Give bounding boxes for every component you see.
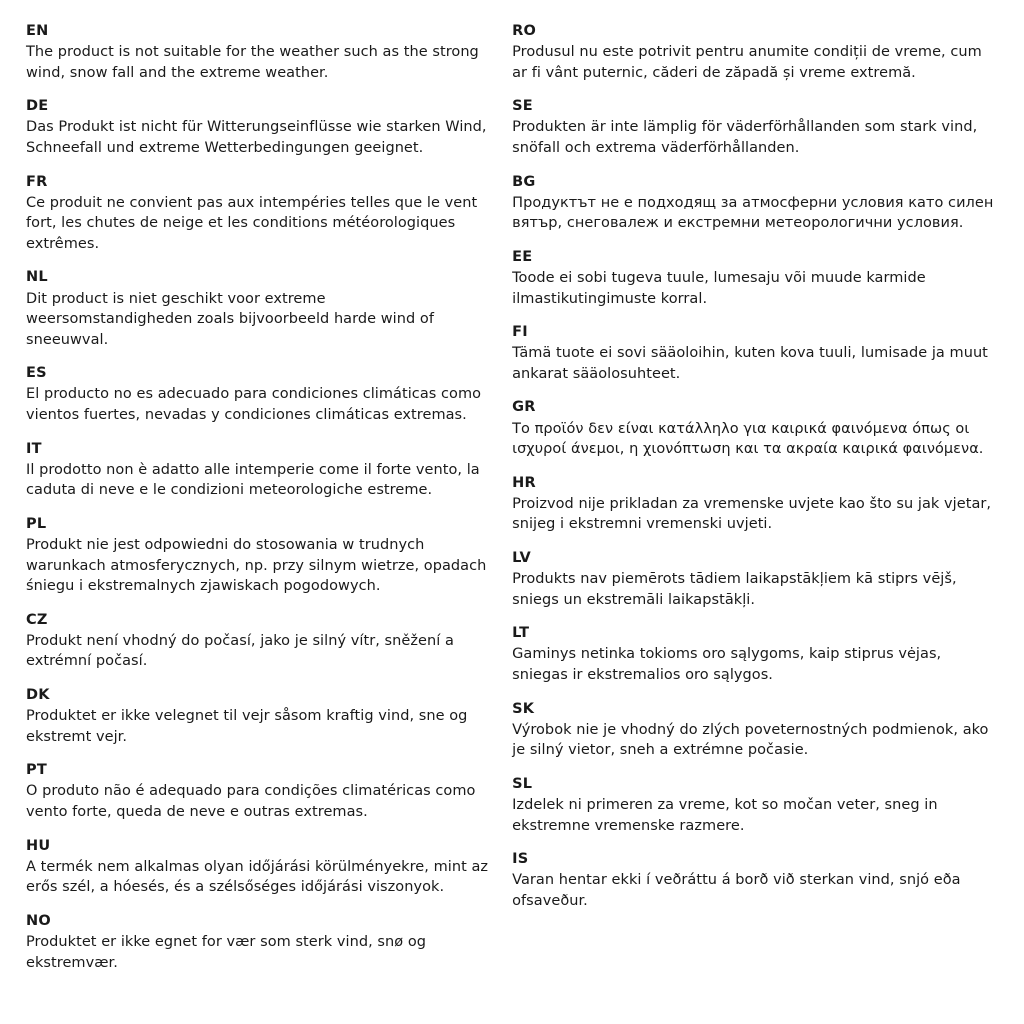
language-entry — [26, 364, 494, 425]
language-text: Gaminys netinka tokioms oro sąlygoms, kaip stiprus vėjas, sniegas ir ekstremalios oro sąlygos. — [512, 646, 942, 683]
language-text: Produkts nav piemērots tādiem laikapstākļiem kā stiprs vējš, sniegs un ekstremāli laikapstākļi. — [512, 571, 957, 608]
left-language-column — [26, 22, 512, 973]
language-text: O produto não é adequado para condições climatéricas como vento forte, queda de neve e outras extremas. — [26, 783, 476, 820]
language-entry — [512, 323, 998, 384]
language-entry — [512, 22, 998, 83]
language-entry — [512, 398, 998, 459]
language-text: Ce produit ne convient pas aux intempéries telles que le vent fort, les chutes de neige et les conditions météorologiques extrêmes. — [26, 194, 478, 252]
language-entry — [512, 850, 998, 911]
language-code: PL — [26, 515, 47, 532]
language-text: Produktet er ikke egnet for vær som sterk vind, snø og ekstremvær. — [26, 933, 426, 971]
language-code: FI — [512, 324, 528, 341]
language-text: Toode ei sobi tugeva tuule, lumesaju või muude karmide ilmastikutingimuste korral. — [512, 269, 926, 307]
language-entry — [26, 912, 494, 973]
language-code: IT — [26, 440, 42, 457]
two-column-layout — [26, 22, 998, 1014]
language-entry — [26, 97, 494, 158]
language-text: Varan hentar ekki í veðráttu á borð við sterkan vind, snjó eða ofsaveður. — [512, 872, 961, 909]
language-code: SK — [512, 700, 535, 717]
language-entry — [26, 686, 494, 747]
language-code: CZ — [26, 611, 48, 628]
language-text: Продуктът не е подходящ за атмосферни условия като силен вятър, снеговалеж и екстремни метеорологични условия. — [512, 194, 994, 232]
language-code: FR — [26, 173, 48, 190]
language-text: Il prodotto non è adatto alle intemperie come il forte vento, la caduta di neve e le condizioni meteorologiche estreme. — [26, 461, 480, 499]
language-text: Das Produkt ist nicht für Witterungseinflüsse wie starken Wind, Schneefall und extreme Wetterbedingungen geeignet. — [26, 119, 487, 156]
language-code: LV — [512, 549, 531, 566]
language-entry — [512, 173, 998, 234]
language-entry — [26, 611, 494, 672]
language-entry — [26, 761, 494, 822]
language-code: DE — [26, 98, 49, 115]
language-entry — [26, 173, 494, 255]
language-code: GR — [512, 399, 536, 416]
language-code: HR — [512, 474, 536, 491]
language-entry — [512, 700, 998, 761]
language-text: El producto no es adecuado para condiciones climáticas como vientos fuertes, nevadas y condiciones climáticas extremas. — [26, 386, 482, 423]
language-entry — [512, 97, 998, 158]
language-entry — [26, 268, 494, 350]
language-entry — [512, 549, 998, 610]
language-entry — [26, 440, 494, 501]
language-code: LT — [512, 625, 530, 642]
language-text: Tämä tuote ei sovi sääoloihin, kuten kova tuuli, lumisade ja muut ankarat sääolosuhteet. — [512, 345, 988, 382]
language-entry — [512, 248, 998, 309]
language-entry — [512, 474, 998, 535]
language-code: EN — [26, 23, 49, 39]
language-text: Produkten är inte lämplig för väderförhållanden som stark vind, snöfall och extrema väderförhållanden. — [512, 119, 978, 156]
language-text: Το προϊόν δεν είναι κατάλληλο για καιρικά φαινόμενα όπως οι ισχυροί άνεμοι, η χιονόπτωση και τα ακραία καιρικά φαινόμενα. — [512, 420, 984, 458]
language-code: NL — [26, 269, 48, 286]
language-code: SE — [512, 98, 533, 115]
language-code: HU — [26, 837, 51, 854]
language-text: Produsul nu este potrivit pentru anumite condiții de vreme, cum ar fi vânt puternic, căderi de zăpadă și vreme extremă. — [512, 44, 982, 81]
language-entry — [26, 837, 494, 898]
language-entry — [26, 515, 494, 597]
language-text: Dit product is niet geschikt voor extreme weersomstandigheden zoals bijvoorbeeld harde wind of sneeuwval. — [26, 290, 434, 348]
language-text: Proizvod nije prikladan za vremenske uvjete kao što su jak vjetar, snijeg i ekstremni vremenski uvjeti. — [512, 495, 992, 533]
language-text: Produktet er ikke velegnet til vejr såsom kraftig vind, sne og ekstremt vejr. — [26, 708, 468, 745]
language-code: BG — [512, 173, 536, 190]
language-code: EE — [512, 248, 533, 265]
right-language-column — [512, 22, 998, 911]
language-code: ES — [26, 365, 47, 382]
language-text: Produkt není vhodný do počasí, jako je silný vítr, sněžení a extrémní počasí. — [26, 632, 454, 670]
language-text: Výrobok nie je vhodný do zlých poveternostných podmienok, ako je silný vietor, sneh a extrémne počasie. — [512, 721, 989, 759]
language-code: DK — [26, 686, 50, 703]
language-text: Produkt nie jest odpowiedni do stosowania w trudnych warunkach atmosferycznych, np. przy silnym wietrze, opadach śniegu i ekstremalnych zjawiskach pogodowych. — [26, 536, 487, 595]
language-entry — [512, 624, 998, 685]
language-code: NO — [26, 912, 51, 929]
language-code: RO — [512, 23, 537, 39]
language-text: A termék nem alkalmas olyan időjárási körülményekre, mint az erős szél, a hóesés, és a szélsőséges időjárási viszonyok. — [26, 858, 489, 896]
language-code: IS — [512, 851, 529, 868]
language-text: The product is not suitable for the weather such as the strong wind, snow fall and the extreme weather. — [26, 44, 479, 81]
language-entry — [26, 22, 494, 83]
language-code: PT — [26, 762, 47, 779]
language-code: SL — [512, 775, 533, 792]
language-entry — [512, 775, 998, 836]
language-text: Izdelek ni primeren za vreme, kot so močan veter, sneg in ekstremne vremenske razmere. — [512, 796, 938, 834]
